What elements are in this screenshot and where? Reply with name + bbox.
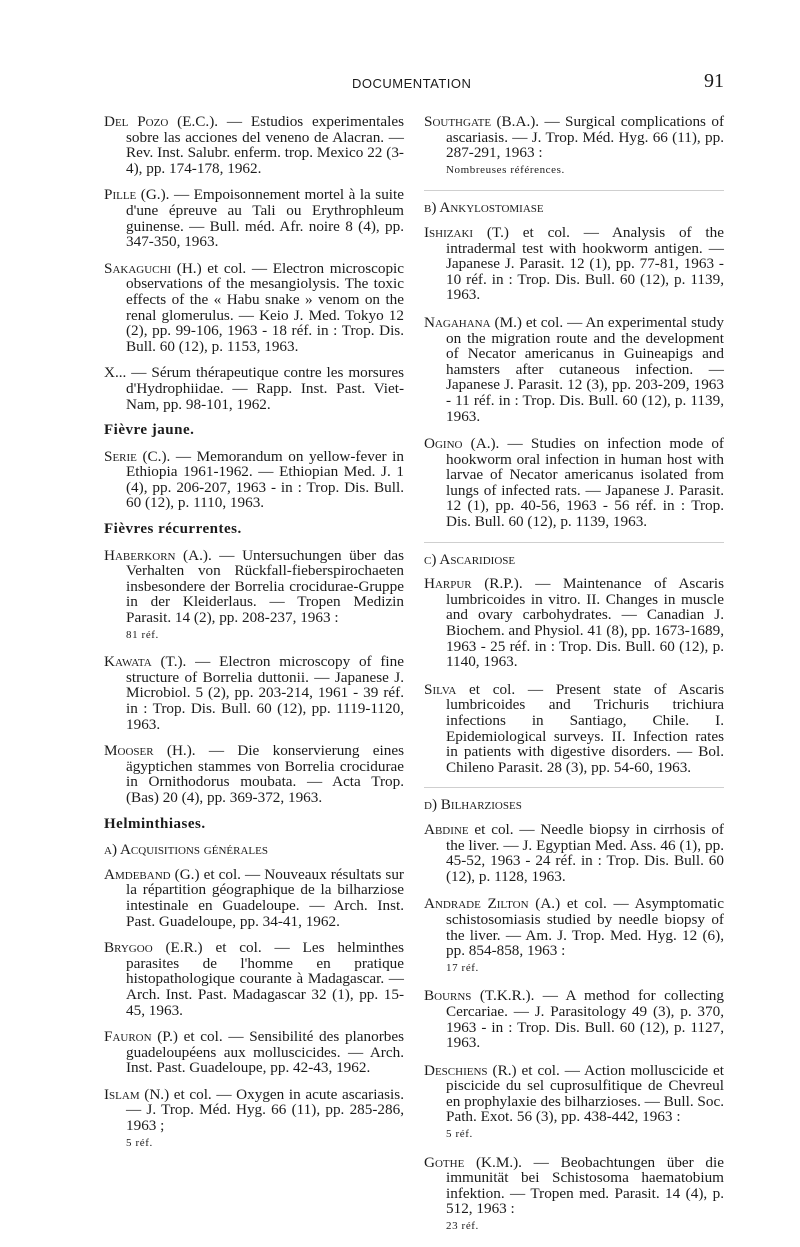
entry-citation: (A.). — Studies on infection mode of hookworm oral infection in human host with larvae of Necator americanus isolated from lungs of infected rats. — Japanese J. Parasit. 12 (1), pp. 40-56, 1963 - 56 réf. in : Trop. Dis. Bull. 60 (12), p. 1139, 1963. <box>446 435 724 531</box>
entry-citation: (T.K.R.). — A method for collecting Cercariae. — J. Parasitology 49 (3), p. 370, 1963 - in : Trop. Dis. Bull. 60 (12), p. 1127, 1963. <box>446 987 724 1052</box>
entry-author: Southgate <box>424 113 492 130</box>
entry-author: Del Pozo <box>104 113 169 130</box>
entry-author: Mooser <box>104 742 154 760</box>
entry-author: X... <box>104 364 127 382</box>
entry-list <box>424 114 724 178</box>
entry-citation: (H.) et col. — Electron microscopic observations of the mesangiolysis. The toxic effects of the « Habu snake » venom on the renal glomerulus. — Keio J. Med. Tokyo 12 (2), pp. 99-106, 1963 - 18 réf. in : Trop. Dis. Bull. 60 (12), p. 1153, 1963. <box>126 259 404 355</box>
page-header-title: DOCUMENTATION <box>352 76 472 91</box>
entry-list <box>104 548 404 806</box>
entry-citation: (E.R.) et col. — Les helminthes parasites de l'homme en pratique histopathologique courante à Madagascar. — Arch. Inst. Past. Madagascar 32 (1), pp. 15-45, 1963. <box>126 939 404 1019</box>
entry-reference-count: 5 réf. <box>126 1136 153 1149</box>
bibliography-entry <box>424 896 724 976</box>
section-heading-helminthiases: Helminthiases. <box>104 815 206 832</box>
entry-citation: (T.) et col. — Analysis of the intradermal test with hookworm antigen. — Japanese J. Parasit. 12 (1), pp. 77-81, 1963 - 10 réf. in : Trop. Dis. Bull. 60 (12), p. 1139, 1963. <box>446 223 724 304</box>
subsection-heading-bilharzioses: d) Bilharzioses <box>424 796 522 814</box>
section-divider <box>424 787 724 788</box>
entry-reference-count: Nombreuses références. <box>446 163 565 176</box>
entry-citation: (M.) et col. — An experimental study on the migration route and the development of Necator americanus in Guineapigs and hamsters after cutaneous infection. — Japanese J. Parasit. 12 (3), pp. 203-209, 1963 - 11 réf. in : Trop. Dis. Bull. 60 (12), p. 1139, 1963. <box>446 313 724 425</box>
bibliography-entry <box>104 743 404 805</box>
page-number: 91 <box>704 70 724 92</box>
entry-citation: (K.M.). — Beobachtungen über die immunität bei Schistosoma haematobium infektion. — Tropen med. Parasit. 14 (4), p. 512, 1963 : <box>446 1153 724 1218</box>
bibliography-entry <box>424 822 724 884</box>
entry-author: Silva <box>424 680 457 698</box>
section-divider <box>424 542 724 543</box>
entry-list <box>424 822 724 1235</box>
entry-author: Sakaguchi <box>104 259 172 277</box>
entry-citation: (H.). — Die konservierung eines ägyptichen stammes von Borrelia crocidurae in Ornithodorus moubata. — Acta Trop. (Bas) 20 (4), pp. 369-372, 1963. <box>126 742 404 806</box>
bibliography-entry <box>104 1029 404 1076</box>
bibliography-entry <box>424 988 724 1050</box>
bibliography-entry <box>104 114 404 176</box>
entry-author: Brygoo <box>104 939 153 957</box>
entry-list <box>424 576 724 775</box>
entry-author: Harpur <box>424 575 472 593</box>
entry-citation: (P.) et col. — Sensibilité des planorbes guadeloupéens aux molluscicides. — Arch. Inst. Past. Guadeloupe, pp. 42-43, 1962. <box>126 1028 404 1077</box>
section-divider <box>424 190 724 191</box>
entry-list <box>104 114 404 412</box>
bibliography-entry <box>424 315 724 424</box>
entry-author: Ishizaki <box>424 223 474 241</box>
entry-citation: (G.) et col. — Nouveaux résultats sur la répartition géographique de la bilharziose intestinale en Guadeloupe. — Arch. Inst. Past. Guadeloupe, pp. 34-41, 1962. <box>126 865 404 930</box>
entry-citation: et col. — Present state of Ascaris lumbricoides and Trichuris trichiura infections in Santiago, Chile. I. Epidemiological surveys. II. Infection rates in patients with digestive disorders. — Bol. Chileno Parasit. 28 (3), pp. 54-60, 1963. <box>446 680 724 776</box>
entry-author: Deschiens <box>424 1061 488 1079</box>
entry-list <box>104 449 404 511</box>
entry-author: Ogino <box>424 435 463 453</box>
bibliography-entry <box>104 654 404 732</box>
bibliography-entry <box>104 1087 404 1151</box>
bibliography-entry <box>424 114 724 178</box>
entry-citation: (B.A.). — Surgical complications of ascariasis. — J. Trop. Méd. Hyg. 66 (11), pp. 287-291, 1963 : <box>446 113 724 162</box>
entry-citation: (A.). — Untersuchungen über das Verhalten von Rückfall-fieberspirochaeten insbesondere der Borrelia crocidurae-Gruppe in der Kleiderlaus. — Tropen Medizin Parasit. 14 (2), pp. 208-237, 1963 : <box>126 546 404 627</box>
entry-author: Nagahana <box>424 313 491 331</box>
section-heading-fievre-jaune: Fièvre jaune. <box>104 422 195 439</box>
entry-citation: (R.) et col. — Action molluscicide et piscicide du sel cuprosulfitique de Chevreul en prophylaxie des bilharzioses. — Bull. Soc. Path. Exot. 56 (3), pp. 438-442, 1963 : <box>446 1061 724 1126</box>
bibliography-entry <box>104 449 404 511</box>
entry-author: Amdeband <box>104 865 171 883</box>
bibliography-entry <box>104 940 404 1018</box>
entry-author: Fauron <box>104 1028 152 1046</box>
bibliography-entry <box>104 548 404 644</box>
bibliography-entry <box>424 1063 724 1143</box>
left-column <box>104 114 404 1162</box>
entry-citation: (E.C.). — Estudios experimentales sobre las acciones del veneno de Alacran. — Rev. Inst. Salubr. enferm. trop. Mexico 22 (3-4), pp. 174-178, 1962. <box>126 113 404 177</box>
subsection-heading-ascaridiose: c) Ascaridiose <box>424 550 516 568</box>
entry-list <box>104 867 404 1152</box>
entry-citation: (G.). — Empoisonnement mortel à la suite d'une épreuve au Tali ou Erythrophleum guinense. — Bull. méd. Afr. noire 8 (4), pp. 347-350, 1963. <box>126 186 404 251</box>
entry-author: Islam <box>104 1085 140 1103</box>
section-heading-fievres-recurrentes: Fièvres récurrentes. <box>104 521 242 538</box>
entry-citation: — Sérum thérapeutique contre les morsures d'Hydrophiidae. — Rapp. Inst. Past. Viet-Nam, pp. 98-101, 1962. <box>126 364 404 413</box>
entry-citation: (R.P.). — Maintenance of Ascaris lumbricoides in vitro. II. Changes in muscle and ovary carbohydrates. — Canadian J. Biochem. and Physiol. 41 (8), pp. 1673-1689, 1963 - 25 réf. in : Trop. Dis. Bull. 60 (12), p. 1140, 1963. <box>446 575 724 671</box>
entry-author: Bourns <box>424 987 472 1005</box>
entry-citation: et col. — Needle biopsy in cirrhosis of the liver. — J. Egyptian Med. Ass. 46 (1), pp. 45-52, 1963 - 24 réf. in : Trop. Dis. Bull. 60 (12), p. 1128, 1963. <box>446 820 724 885</box>
bibliography-entry <box>104 187 404 249</box>
bibliography-entry <box>104 867 404 929</box>
entry-author: Haberkorn <box>104 546 176 564</box>
bibliography-entry <box>104 365 404 412</box>
entry-citation: (A.) et col. — Asymptomatic schistosomiasis studied by needle biopsy of the liver. — Am. J. Trop. Med. Hyg. 12 (6), pp. 854-858, 1963 : <box>446 895 725 960</box>
entry-citation: (C.). — Memorandum on yellow-fever in Ethiopia 1961-1962. — Ethiopian Med. J. 1 (4), pp. 206-207, 1963 - in : Trop. Dis. Bull. 60 (12), p. 1110, 1963. <box>126 447 404 512</box>
entry-author: Abdine <box>424 820 469 838</box>
entry-reference-count: 5 réf. <box>446 1128 473 1141</box>
bibliography-entry <box>424 682 724 776</box>
entry-citation: (N.) et col. — Oxygen in acute ascariasis. — J. Trop. Méd. Hyg. 66 (11), pp. 285-286, 1963 ; <box>126 1085 404 1135</box>
bibliography-entry <box>424 225 724 303</box>
subsection-heading-ankylostomiase: b) Ankylostomiase <box>424 199 544 217</box>
entry-reference-count: 23 réf. <box>446 1220 479 1233</box>
bibliography-entry <box>104 261 404 355</box>
bibliography-entry <box>424 1155 724 1235</box>
entry-reference-count: 17 réf. <box>446 961 479 974</box>
entry-citation: (T.). — Electron microscopy of fine structure of Borrelia duttonii. — Japanese J. Microbiol. 5 (2), pp. 203-214, 1961 - 39 réf. in : Trop. Dis. Bull. 60 (12), pp. 1119-1120, 1963. <box>126 653 404 733</box>
entry-author: Pille <box>104 186 137 204</box>
subsection-heading-acquisitions: a) Acquisitions générales <box>104 841 268 859</box>
bibliography-entry <box>424 576 724 670</box>
entry-reference-count: 81 réf. <box>126 628 159 641</box>
right-column <box>424 114 724 1247</box>
bibliography-entry <box>424 436 724 530</box>
entry-author: Kawata <box>104 653 152 671</box>
entry-author: Gothe <box>424 1153 465 1171</box>
entry-author: Andrade Zilton <box>424 895 529 913</box>
entry-list <box>424 225 724 530</box>
entry-author: Serie <box>104 447 137 465</box>
